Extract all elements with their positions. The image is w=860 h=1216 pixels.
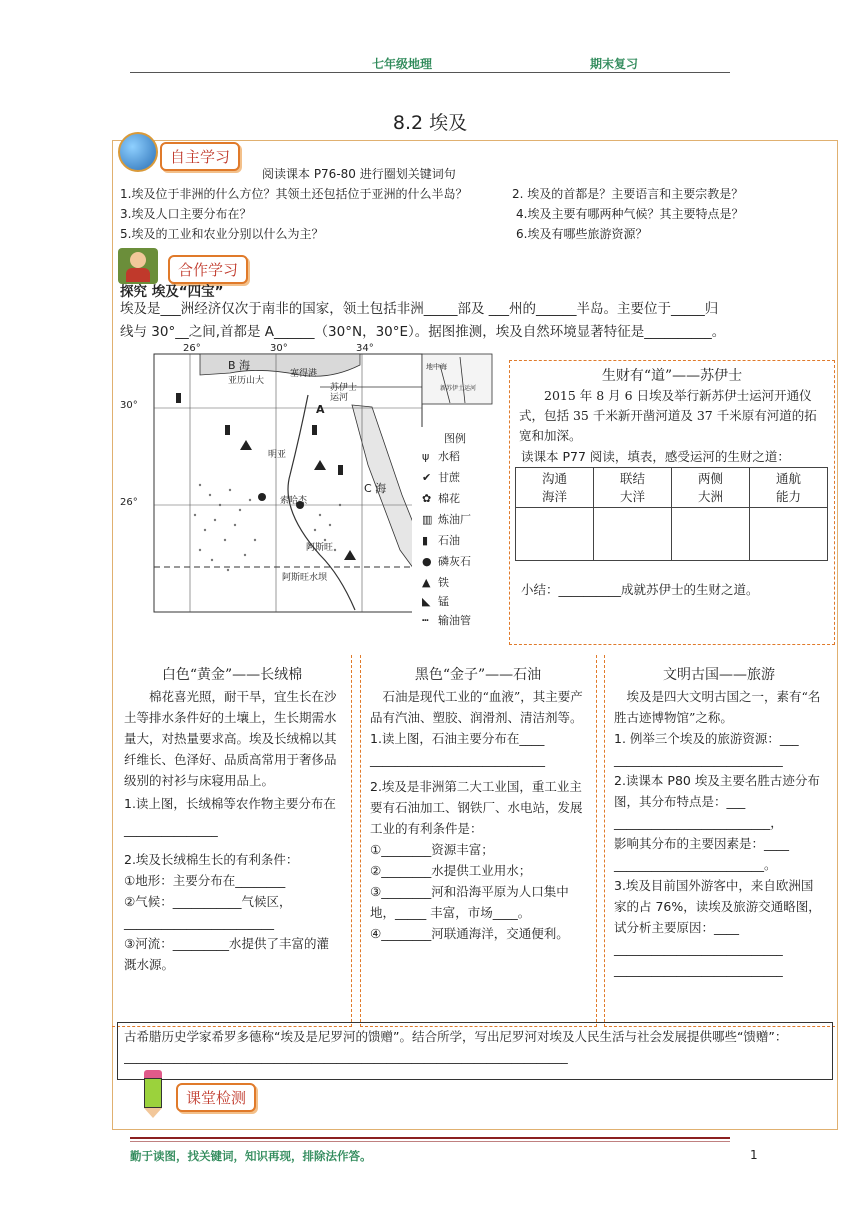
question-4: 4.埃及主要有哪两种气候？其主要特点是？ xyxy=(516,207,744,221)
cotton-title: 白色“黄金”——长绒棉 xyxy=(161,667,303,683)
legend-title: 图例 xyxy=(444,432,466,445)
question-2: 2. 埃及的首都是？主要语言和主要宗教是？ xyxy=(512,187,744,201)
map-inset-mediterranean: 地中海 xyxy=(426,363,447,371)
legend-manganese: ◣ 锰 xyxy=(422,595,449,608)
map-label-minya: 明亚 xyxy=(268,450,287,460)
oil-c1: ①________资源丰富； xyxy=(370,842,494,857)
table-header-cell: 两侧 大洲 xyxy=(672,468,750,508)
question-1: 1.埃及位于非洲的什么方位？其领土还包括位于亚洲的什么半岛？ xyxy=(120,187,468,201)
page-title: 8.2 埃及 xyxy=(392,112,468,134)
nile-text: 古希腊历史学家希罗多德称“埃及是尼罗河的馈赠”。结合所学，写出尼罗河对埃及人民生活与社会发展提供哪些“馈赠”：_______________________________________________________________________ xyxy=(124,1029,788,1064)
map-label-c-sea: C 海 xyxy=(364,482,387,495)
suez-title: 生财有“道”——苏伊士 xyxy=(601,368,743,384)
oil-icon: ▮ xyxy=(422,534,429,547)
map-lat-26: 26° xyxy=(120,497,138,508)
legend-iron: ▲ 铁 xyxy=(422,576,449,589)
tour-column xyxy=(608,660,830,980)
oil-c2: ②________水提供工业用水； xyxy=(370,863,532,878)
oil-c4: ④________河联通海洋，交通便利。 xyxy=(370,926,569,941)
footer-tip: 勤于读图，找关键词，知识再现，排除法作答。 xyxy=(130,1149,372,1163)
table-header-cell: 沟通 海洋 xyxy=(516,468,594,508)
map-label-aswan: 阿斯旺 xyxy=(306,543,334,553)
tour-text: 埃及是四大文明古国之一，素有“名胜古迹博物馆”之称。 xyxy=(614,689,821,725)
cotton-text: 棉花喜光照，耐干旱，宜生长在沙土等排水条件好的土壤上，生长期需水量大，对热量要求高。埃及长绒棉以其纤维长、色泽好、品质高常用于奢侈品级别的衬衫与床寝用品上。 xyxy=(124,689,337,788)
oil-column xyxy=(364,660,592,944)
suez-table xyxy=(515,467,828,561)
suez-read: 读课本 P77 阅读，填表，感受运河的生财之道： xyxy=(521,449,790,464)
map-label-a: A xyxy=(316,403,325,416)
table-row xyxy=(516,508,828,561)
map-lon-34: 34° xyxy=(356,343,374,354)
question-3: 3.埃及人口主要分布在？ xyxy=(120,207,252,221)
teacher-avatar-icon xyxy=(118,248,158,284)
oil-q1b: ____________________________ xyxy=(370,752,545,767)
manganese-icon: ◣ xyxy=(422,595,431,608)
map-label-aswan-dam: 阿斯旺水坝 xyxy=(282,573,328,583)
suez-summary: 小结：__________成就苏伊士的生财之道。 xyxy=(521,582,759,597)
tour-q3c: ___________________________ xyxy=(614,962,783,977)
coop-study-tag: 合作学习 xyxy=(168,255,248,284)
classroom-check-tag: 课堂检测 xyxy=(176,1083,256,1112)
legend-cotton: ✿ 棉花 xyxy=(422,492,460,505)
legend-sugarcane: ✔ 甘蔗 xyxy=(422,471,460,484)
oil-q1: 1.读上图，石油主要分布在____ xyxy=(370,731,545,746)
map-label-b-sea: B 海 xyxy=(228,359,251,372)
cotton-q2: 2.埃及长绒棉生长的有利条件： xyxy=(124,852,299,867)
footer-divider xyxy=(130,1137,730,1139)
oil-q2: 2.埃及是非洲第二大工业国，重工业主要有石油加工、钢铁厂、水电站，发展工业的有利条件是： xyxy=(370,779,583,836)
iron-icon: ▲ xyxy=(422,576,431,589)
tour-title: 文明古国——旅游 xyxy=(663,667,775,683)
answer-cell[interactable] xyxy=(594,508,672,561)
map-label-suez-canal: 苏伊士运河 xyxy=(330,383,358,403)
cotton-c2: ②气候：___________气候区， xyxy=(124,894,292,909)
oil-text: 石油是现代工业的“血液”，其主要产品有汽油、塑胶、润滑剂、清洁剂等。 xyxy=(370,689,583,725)
globe-icon xyxy=(118,132,158,172)
cotton-c3: ③河流：_________水提供了丰富的灌溉水源。 xyxy=(124,936,329,972)
oil-c3: ③________河和沿海平原为人口集中地，_____ 丰富，市场____。 xyxy=(370,884,569,920)
cotton-icon: ✿ xyxy=(422,492,432,505)
refinery-icon: ▥ xyxy=(422,513,433,526)
map-lon-26: 26° xyxy=(183,343,201,354)
question-5: 5.埃及的工业和农业分别以什么为主？ xyxy=(120,227,324,241)
tour-q2d: ________________________。 xyxy=(614,857,777,872)
legend-oil: ▮ 石油 xyxy=(422,534,460,547)
header-section: 期末复习 xyxy=(590,57,639,71)
explore-heading: 探究 埃及“四宝” xyxy=(120,284,224,300)
suez-text: 2015 年 8 月 6 日埃及举行新苏伊士运河开通仪式，包括 35 千米新开凿河道及 37 千米原有河道的拓宽和加深。 xyxy=(519,388,817,443)
answer-cell[interactable] xyxy=(672,508,750,561)
cotton-c2b: ________________________ xyxy=(124,915,274,930)
tour-q2c: 影响其分布的主要因素是：____ xyxy=(614,836,790,851)
footer-divider-thin xyxy=(130,1141,730,1142)
tour-q3: 3.埃及目前国外游客中，来自欧洲国家的占 76%，读埃及旅游交通略图，试分析主要原因：____ xyxy=(614,878,821,935)
tour-q3b: ___________________________ xyxy=(614,941,783,956)
map-legend xyxy=(422,430,502,631)
cotton-column xyxy=(118,660,346,975)
answer-cell[interactable] xyxy=(516,508,594,561)
tour-q2b: _________________________， xyxy=(614,815,783,830)
tour-q1b: ___________________________ xyxy=(614,752,783,767)
oil-title: 黑色“金子”——石油 xyxy=(414,667,542,683)
table-header-cell: 联结 大洋 xyxy=(594,468,672,508)
map-label-sohag: 索哈杰 xyxy=(280,496,308,506)
table-row xyxy=(516,468,828,508)
map-label-port-said: 塞得港 xyxy=(290,369,318,379)
legend-rice: ψ 水稻 xyxy=(422,450,460,463)
map-inset-new-canal: 新苏伊士运河 xyxy=(440,385,477,392)
coop-line-2: 线与 30°__之间,首都是 A______（30°N，30°E）。据图推测，埃及自然环境显著特征是__________。 xyxy=(120,324,726,340)
rice-icon: ψ xyxy=(422,450,430,463)
answer-cell[interactable] xyxy=(750,508,828,561)
question-6: 6.埃及有哪些旅游资源？ xyxy=(516,227,648,241)
header-subject: 七年级地理 xyxy=(372,57,433,71)
table-header-cell: 通航 能力 xyxy=(750,468,828,508)
cotton-q1: 1.读上图，长绒棉等农作物主要分布在_______________ xyxy=(124,796,336,837)
map-label-alexandria: 亚历山大 xyxy=(228,376,265,386)
self-study-instruction: 阅读课本 P76-80 进行圈划关键词句 xyxy=(262,167,456,181)
cotton-c1: ①地形：主要分布在________ xyxy=(124,873,286,888)
legend-refinery: ▥ 炼油厂 xyxy=(422,513,471,526)
coop-line-1: 埃及是___洲经济仅次于南非的国家，领土包括非洲_____部及 ___州的______半岛。主要位于_____归 xyxy=(120,301,719,317)
sugarcane-icon: ✔ xyxy=(422,471,432,484)
page-number: 1 xyxy=(750,1148,758,1162)
phosphate-icon: ● xyxy=(422,555,432,568)
legend-phosphate: ● 磷灰石 xyxy=(422,555,471,568)
self-study-tag: 自主学习 xyxy=(160,142,240,171)
tour-q2: 2.读课本 P80 埃及主要名胜古迹分布图，其分布特点是：___ xyxy=(614,773,820,809)
map-lat-30: 30° xyxy=(120,400,138,411)
map-lon-30: 30° xyxy=(270,343,288,354)
tour-q1: 1. 例举三个埃及的旅游资源：___ xyxy=(614,731,799,746)
legend-pipeline: ┅ 输油管 xyxy=(422,614,471,627)
pencil-mascot-icon xyxy=(140,1070,166,1118)
header-divider xyxy=(130,72,730,73)
pipeline-icon: ┅ xyxy=(422,614,429,627)
